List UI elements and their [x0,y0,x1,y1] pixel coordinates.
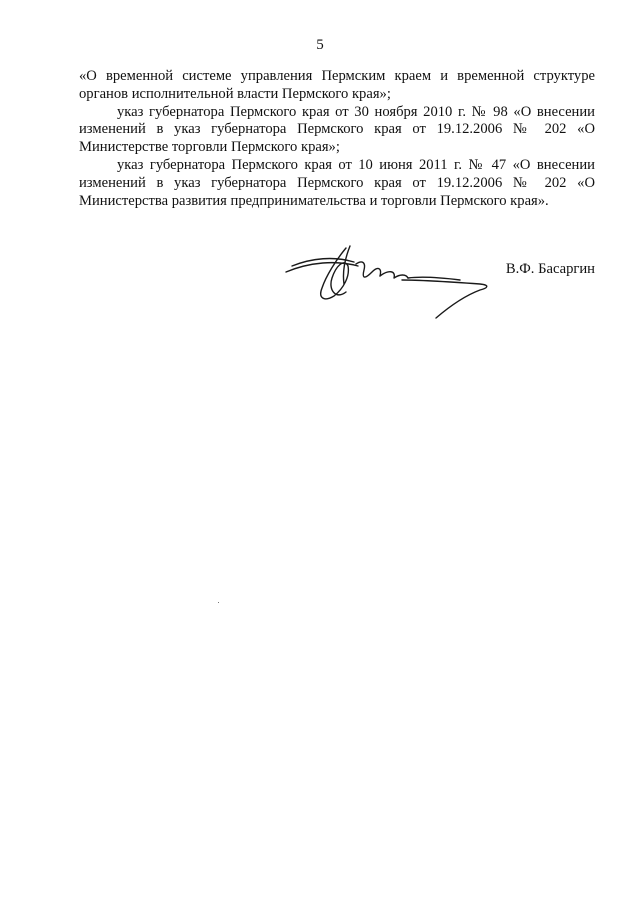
paragraph-decree-47: указ губернатора Пермского края от 10 июня 2011 г. № 47 «О внесении изменений в указ губернатора Пермского края от 19.12.2006 № 202 «О Министерства развития предпринимательства и торговли Пермского края». [79,156,595,209]
signatory-name: В.Ф. Басаргин [505,261,595,277]
handwritten-signature [284,240,504,326]
paragraph-decree-continuation: «О временной системе управления Пермским краем и временной структуре органов исполнительной власти Пермского края»; [79,68,595,102]
scan-speck [218,602,219,603]
paragraph-decree-98: указ губернатора Пермского края от 30 ноября 2010 г. № 98 «О внесении изменений в указ губернатора Пермского края от 19.12.2006 № 202 «О Министерстве торговли Пермского края»; [79,103,595,156]
document-body [79,68,595,210]
page-number: 5 [316,37,324,53]
